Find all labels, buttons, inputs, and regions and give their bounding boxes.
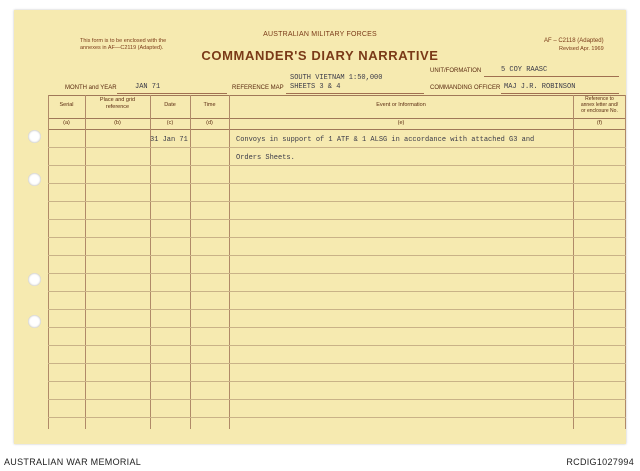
col-header-serial [48, 102, 85, 109]
ruled-line [48, 363, 626, 364]
ruled-line [48, 219, 626, 220]
column-rule [625, 95, 626, 429]
footer-record-id: RCDIG1027994 [566, 457, 634, 467]
punch-hole [28, 130, 41, 143]
header-rule [48, 118, 626, 119]
col-letter: (c) [166, 120, 174, 126]
revision-date: Revised Apr. 1969 [559, 46, 604, 52]
column-rule [190, 95, 191, 429]
ruled-line [48, 147, 626, 148]
reference-map-label: REFERENCE MAP [232, 85, 284, 91]
column-rule [48, 95, 49, 429]
unit-label: UNIT/FORMATION [430, 68, 482, 74]
punch-hole [28, 315, 41, 328]
entry-date: 31 Jan 71 [150, 136, 188, 144]
commanding-officer-underline [501, 93, 619, 94]
col-header-date [150, 102, 190, 109]
ruled-line [48, 291, 626, 292]
enclosure-note-line: This form is to be enclosed with the [80, 38, 167, 44]
ruled-line [48, 399, 626, 400]
punch-hole [28, 273, 41, 286]
col-header-text: reference [105, 103, 130, 110]
entry-event-line: Convoys in support of 1 ATF & 1 ALSG in accordance with attached G3 and [236, 136, 535, 144]
form-code: AF – C2118 (Adapted) [544, 38, 604, 44]
ruled-line [48, 381, 626, 382]
col-header-text: Event or Information [376, 102, 426, 108]
column-rule [573, 95, 574, 429]
col-letter: (e) [397, 120, 405, 126]
commanding-officer-label: COMMANDING OFFICER [430, 85, 501, 91]
unit-value: 5 COY RAASC [501, 66, 548, 74]
table-top-rule [48, 95, 626, 96]
month-year-underline [117, 93, 227, 94]
commanding-officer-value: MAJ J.R. ROBINSON [504, 83, 576, 91]
month-year-value: JAN 71 [135, 83, 161, 91]
ruled-line [48, 237, 626, 238]
diary-table [48, 95, 626, 429]
ruled-line [48, 201, 626, 202]
col-header-place [85, 97, 150, 110]
form-title: COMMANDER'S DIARY NARRATIVE [201, 48, 439, 63]
unit-underline [484, 76, 619, 77]
col-header-time [190, 102, 229, 109]
punch-hole [28, 173, 41, 186]
column-rule [229, 95, 230, 429]
ruled-line [48, 309, 626, 310]
col-header-text: Time [203, 102, 216, 108]
col-letter: (a) [63, 120, 70, 126]
month-year-label: MONTH and YEAR [65, 85, 117, 91]
ruled-line [48, 327, 626, 328]
col-header-text: or enclosure No. [581, 108, 618, 114]
reference-map-line2: SHEETS 3 & 4 [290, 83, 341, 91]
column-rule [85, 95, 86, 429]
col-header-text: Reference to [585, 96, 614, 102]
ruled-line [48, 183, 626, 184]
ruled-line [48, 255, 626, 256]
reference-map-underline [286, 93, 424, 94]
org-name: AUSTRALIAN MILITARY FORCES [263, 31, 377, 38]
enclosure-note-line: annexes in AF—C2119 (Adapted). [80, 45, 164, 51]
ruled-line [48, 345, 626, 346]
col-letter: (b) [114, 120, 121, 126]
col-header-text: annex letter and/ [580, 102, 619, 108]
ruled-line [48, 273, 626, 274]
ruled-line [48, 165, 626, 166]
col-header-text: Date [164, 102, 176, 108]
col-letter: (f) [596, 120, 603, 126]
col-header-text: Place and grid [99, 97, 136, 103]
letter-row-rule [48, 129, 626, 130]
col-letter: (d) [206, 120, 213, 126]
col-header-reference [573, 96, 626, 114]
col-header-event [229, 102, 573, 109]
column-rule [150, 95, 151, 429]
reference-map-line1: SOUTH VIETNAM 1:50,000 [290, 74, 383, 82]
entry-event-line: Orders Sheets. [236, 154, 295, 162]
footer-archive-name: AUSTRALIAN WAR MEMORIAL [4, 457, 142, 467]
col-header-text: Serial [59, 102, 74, 108]
ruled-line [48, 417, 626, 418]
